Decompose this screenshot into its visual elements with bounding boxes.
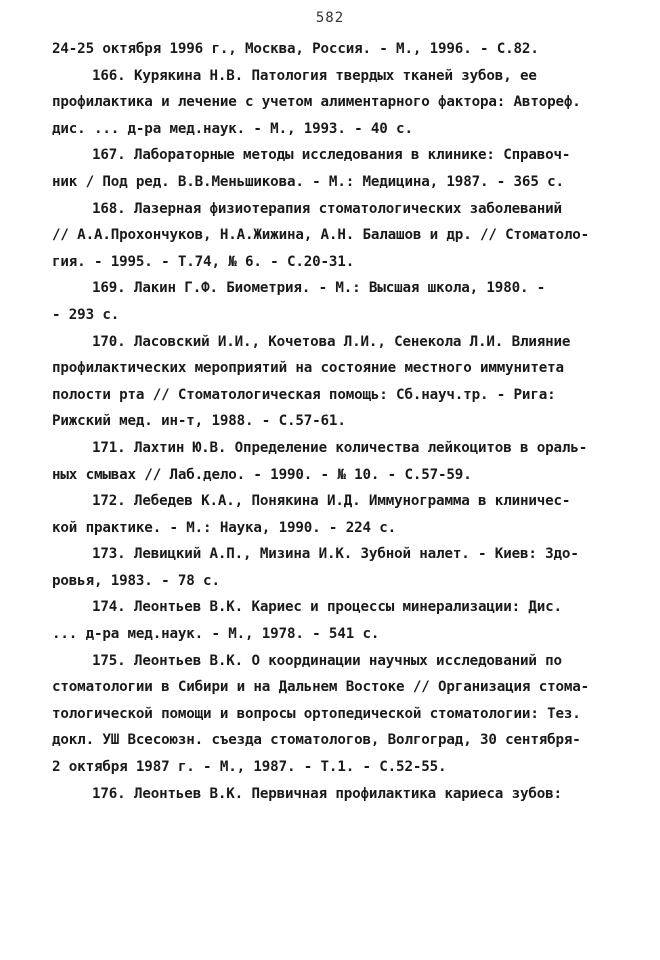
text-line: стоматологии в Сибири и на Дальнем Востоке // Организация стома- bbox=[52, 679, 590, 696]
text-line: 170. Ласовский И.И., Кочетова Л.И., Сенекола Л.И. Влияние bbox=[92, 333, 571, 350]
text-line: 174. Леонтьев В.К. Кариес и процессы минерализации: Дис. bbox=[92, 599, 562, 616]
text-line: 24-25 октября 1996 г., Москва, Россия. - М., 1996. - С.82. bbox=[52, 41, 539, 57]
text-line: профилактика и лечение с учетом алиментарного фактора: Автореф. bbox=[52, 94, 581, 111]
text-line: 168. Лазерная физиотерапия стоматологических заболеваний bbox=[92, 200, 562, 217]
text-line: полости рта // Стоматологическая помощь: Сб.науч.тр. - Рига: bbox=[52, 386, 556, 403]
text-line: - 293 с. bbox=[52, 306, 120, 323]
text-line: Рижский мед. ин-т, 1988. - С.57-61. bbox=[52, 413, 346, 430]
text-line: 173. Левицкий А.П., Мизина И.К. Зубной налет. - Киев: Здо- bbox=[92, 546, 579, 563]
text-line: профилактических мероприятий на состояние местного иммунитета bbox=[52, 360, 564, 377]
text-line: // А.А.Прохончуков, Н.А.Жижина, А.Н. Балашов и др. // Стоматоло- bbox=[52, 227, 590, 244]
text-line: 2 октября 1987 г. - М., 1987. - Т.1. - С.52-55. bbox=[52, 759, 447, 776]
text-line: 171. Лахтин Ю.В. Определение количества лейкоцитов в ораль- bbox=[92, 439, 588, 456]
text-line: дис. ... д-ра мед.наук. - М., 1993. - 40 с. bbox=[52, 120, 413, 137]
bibliography-text bbox=[52, 36, 632, 807]
text-line: тологической помощи и вопросы ортопедической стоматологии: Тез. bbox=[52, 705, 581, 722]
text-line: кой практике. - М.: Наука, 1990. - 224 с. bbox=[52, 519, 397, 536]
text-line: 176. Леонтьев В.К. Первичная профилактика кариеса зубов: bbox=[92, 785, 562, 802]
text-line: ник / Под ред. В.В.Меньшикова. - М.: Медицина, 1987. - 365 с. bbox=[52, 173, 564, 190]
text-line: ровья, 1983. - 78 с. bbox=[52, 572, 220, 589]
text-line: докл. УШ Всесоюзн. съезда стоматологов, Волгоград, 30 сентября- bbox=[52, 732, 581, 749]
text-line: ... д-ра мед.наук. - М., 1978. - 541 с. bbox=[52, 626, 380, 643]
text-line: 167. Лабораторные методы исследования в клинике: Справоч- bbox=[92, 147, 571, 164]
text-line: ных смывах // Лаб.дело. - 1990. - № 10. - С.57-59. bbox=[52, 466, 472, 483]
text-line: 166. Курякина Н.В. Патология твердых тканей зубов, ее bbox=[92, 67, 537, 84]
page-number: 582 bbox=[315, 10, 345, 26]
text-line: гия. - 1995. - Т.74, № 6. - С.20-31. bbox=[52, 253, 355, 270]
text-line: 169. Лакин Г.Ф. Биометрия. - М.: Высшая школа, 1980. - bbox=[92, 280, 546, 297]
text-line: 172. Лебедев К.А., Понякина И.Д. Иммунограмма в клиничес- bbox=[92, 493, 571, 510]
text-line: 175. Леонтьев В.К. О координации научных исследований по bbox=[92, 652, 562, 669]
